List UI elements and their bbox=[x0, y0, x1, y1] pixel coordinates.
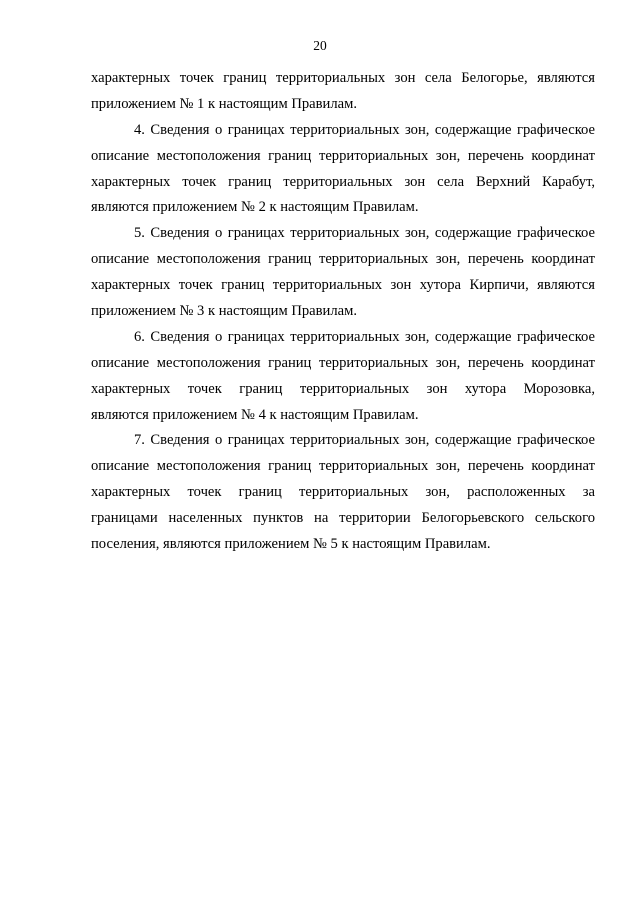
text-line: характерных точек границ территориальных зон, расположенных за bbox=[91, 484, 595, 501]
text-line: характерных точек границ территориальных зон села Белогорье, являются bbox=[91, 70, 595, 86]
text-line: описание местоположения границ территориальных зон, перечень координат bbox=[91, 458, 595, 475]
text-line: описание местоположения границ территориальных зон, перечень координат bbox=[91, 251, 595, 268]
text-line: характерных точек границ территориальных зон села Верхний Карабут, bbox=[91, 173, 595, 190]
text-line: описание местоположения границ территориальных зон, перечень координат bbox=[91, 354, 595, 371]
page-number: 20 bbox=[313, 38, 327, 53]
text-line: границами населенных пунктов на территории Белогорьевского сельского bbox=[91, 510, 595, 527]
text-line: характерных точек границ территориальных зон хутора Кирпичи, являются bbox=[91, 277, 595, 294]
paragraph-item-7 bbox=[91, 428, 595, 557]
paragraph-item-6 bbox=[91, 325, 595, 429]
text-line: характерных точек границ территориальных зон хутора Морозовка, bbox=[91, 380, 595, 397]
text-line: 4. Сведения о границах территориальных зон, содержащие графическое bbox=[134, 121, 595, 138]
text-line: описание местоположения границ территориальных зон, перечень координат bbox=[91, 147, 595, 164]
text-line: приложением № 3 к настоящим Правилам. bbox=[91, 303, 358, 320]
paragraph-continuation bbox=[91, 66, 595, 118]
paragraph-item-5 bbox=[91, 221, 595, 325]
text-line: 6. Сведения о границах территориальных зон, содержащие графическое bbox=[134, 328, 595, 345]
text-line: 7. Сведения о границах территориальных зон, содержащие графическое bbox=[134, 432, 595, 449]
text-line: 5. Сведения о границах территориальных зон, содержащие графическое bbox=[134, 225, 595, 242]
paragraph-item-4 bbox=[91, 118, 595, 222]
document-body bbox=[91, 66, 595, 558]
text-line: являются приложением № 4 к настоящим Правилам. bbox=[91, 406, 419, 423]
text-line: поселения, являются приложением № 5 к настоящим Правилам. bbox=[91, 536, 491, 553]
text-line: приложением № 1 к настоящим Правилам. bbox=[91, 95, 358, 112]
text-line: являются приложением № 2 к настоящим Правилам. bbox=[91, 199, 419, 216]
